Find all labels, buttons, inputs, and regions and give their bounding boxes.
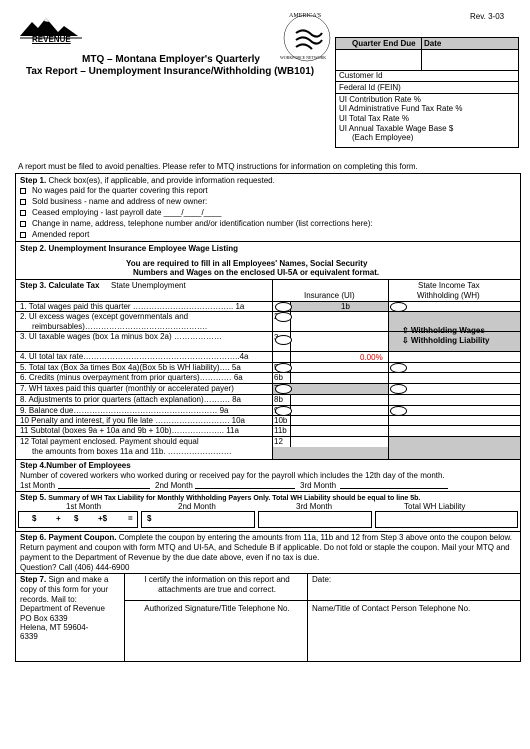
- step3-heading: Step 3. Calculate Tax: [20, 281, 100, 290]
- form-title-line1: MTQ – Montana Employer's Quarterly: [82, 54, 260, 65]
- step3-row: [20, 312, 272, 332]
- step5-op-plus2: +$: [98, 514, 108, 523]
- step1-heading: Step 1. Check box(es), if applicable, and provide information requested.: [20, 176, 275, 185]
- step4-month2-field[interactable]: [195, 480, 295, 489]
- step3-row-label: 9. Balance due……………………………………………… 9a: [20, 406, 229, 415]
- step3-row: [20, 373, 272, 383]
- step4-text: Number of covered workers who worked during or received pay for the payroll which includes the 12th day of the month.: [20, 471, 445, 480]
- certify-text: I certify the information on this report and attachments are true and correct.: [144, 575, 290, 594]
- quarter-end-label: Quarter End Due: [352, 39, 416, 48]
- step3-row: [20, 352, 272, 362]
- step5-op-dollar3: $: [147, 514, 152, 523]
- logo-small-text: Montana Department of: [34, 31, 71, 35]
- step5-op-dollar2: $: [74, 514, 79, 523]
- ui-amount-field[interactable]: [275, 406, 292, 416]
- step3-row-label: 8. Adjustments to prior quarters (attach explanation)………. 8a: [20, 395, 241, 404]
- signature-field[interactable]: Authorized Signature/Title Telephone No.: [144, 604, 290, 613]
- revenue-logo: [18, 14, 84, 44]
- checkbox[interactable]: [20, 210, 26, 216]
- step5-month1: 1st Month: [66, 502, 102, 511]
- seal-side-text: WORKFORCE NETWORK: [280, 55, 327, 60]
- seal-top-text: AMERICA'S: [289, 13, 322, 19]
- step5-heading: Step 5. Summary of WH Tax Liability for Monthly Withholding Payers Only. Total WH Liability should be equal to line 5b.: [20, 493, 421, 502]
- ui-shaded-cell: [291, 302, 388, 311]
- step3-box-code: 8b: [274, 395, 283, 404]
- step3-row-label-cont: reimbursables)……………………………………….: [32, 322, 208, 331]
- step5-month3: 3rd Month: [296, 502, 333, 511]
- step3-row-label: 6. Credits (minus overpayment from prior quarters)………… 6a: [20, 373, 243, 382]
- step3-row-label: 1. Total wages paid this quarter ……………………………….. 1a: [20, 302, 245, 311]
- step7-text: Step 7. Sign and make a copy of this form for your records. Mail to:: [20, 575, 109, 604]
- step3-row-label: 5. Total tax (Box 3a times Box 4a)(Box 5b is WH liability)…. 5a: [20, 363, 241, 372]
- ui-amount-field[interactable]: [275, 312, 292, 322]
- step3-box-code: 1b: [341, 302, 350, 311]
- col-ui-top: State Unemployment: [111, 281, 186, 290]
- step4-month2[interactable]: 2nd Month: [155, 481, 193, 490]
- step5-total: Total WH Liability: [404, 502, 466, 511]
- step3-row-label-cont: the amounts from boxes 11a and 11b. ……………………: [32, 447, 232, 456]
- step3-row-label: 3. UI taxable wages (box 1a minus box 2a) ………………: [20, 332, 222, 341]
- step5-month2-box[interactable]: [141, 511, 255, 528]
- step3-row-label: 4. UI total tax rate…………………………………………………..4a: [20, 352, 249, 361]
- checkbox[interactable]: [20, 232, 26, 238]
- step3-box-code: 12: [274, 437, 283, 446]
- form-title-line2: Tax Report – Unemployment Insurance/Withholding (WB101): [26, 66, 315, 77]
- revision-label: Rev. 3-03: [470, 12, 505, 21]
- col-wh-label: Withholding (WH): [417, 291, 480, 300]
- wh-amount-field[interactable]: [390, 384, 407, 394]
- wh-amount-field[interactable]: [390, 363, 407, 373]
- step2-line1: You are required to fill in all Employees' Names, Social Security: [126, 259, 368, 268]
- step1-option-sold[interactable]: Sold business - name and address of new owner:: [20, 197, 207, 207]
- date-field[interactable]: Date:: [312, 575, 332, 584]
- step3-row: [20, 395, 272, 405]
- checkbox[interactable]: [20, 221, 26, 227]
- ui-amount-field[interactable]: [275, 335, 292, 345]
- due-date-label: Date: [424, 39, 442, 48]
- ui-amount-field[interactable]: [275, 384, 292, 394]
- contact-person-field[interactable]: Name/Title of Contact Person Telephone No.: [312, 604, 471, 613]
- wh-amount-field[interactable]: [390, 302, 407, 312]
- ui-amount-field[interactable]: [275, 363, 292, 373]
- ui-total-rate: UI Total Tax Rate %: [339, 114, 409, 123]
- step4-month1[interactable]: 1st Month: [20, 481, 56, 490]
- step1-option-ceased[interactable]: Ceased employing - last payroll date ____/____/____: [20, 208, 221, 218]
- step5-month2: 2nd Month: [178, 502, 216, 511]
- step4-month3[interactable]: 3rd Month: [300, 481, 337, 490]
- step3-row-label: 7. WH taxes paid this quarter (monthly or accelerated payer): [20, 384, 234, 393]
- fein-field[interactable]: Federal Id (FEIN): [339, 83, 401, 92]
- step4-month3-field[interactable]: [340, 480, 448, 489]
- ui-amount-field[interactable]: [275, 302, 292, 312]
- ui-wage-base: UI Annual Taxable Wage Base $: [339, 124, 454, 133]
- step3-row-label: 2. UI excess wages (except governmentals and: [20, 312, 189, 321]
- step3-row: [20, 332, 272, 342]
- step7-address-2: PO Box 6339: [20, 614, 68, 623]
- step3-box-code: 6b: [274, 373, 283, 382]
- step3-row: [20, 384, 272, 394]
- step5-op-equals: =: [128, 514, 133, 523]
- step3-box-code: 11b: [274, 426, 287, 435]
- step3-row: [20, 426, 272, 436]
- workforce-seal: [282, 13, 332, 63]
- step4-month1-field[interactable]: [58, 480, 150, 489]
- step4-heading: Step 4.Number of Employees: [20, 461, 131, 470]
- col-wh-top: State Income Tax: [418, 281, 480, 290]
- step5-op-dollar1: $: [32, 514, 37, 523]
- step3-row-label: 11 Subtotal (boxes 9a + 10a and 9b + 10b)……………….. 11a: [20, 426, 239, 435]
- step1-option-change[interactable]: Change in name, address, telephone number and/or identification number (list corrections here):: [20, 219, 373, 229]
- step3-row: [20, 437, 272, 457]
- ui-wage-base-each: (Each Employee): [352, 133, 414, 142]
- step7-address-3: Helena, MT 59604-: [20, 623, 89, 632]
- step6-block: Step 6. Payment Coupon. Complete the coupon by entering the amounts from 11a, 11b and 12 from Step 3 above onto the coupon below. Return payment and coupon with form MTQ and UI-5A, and Schedule B if applicable. Do not fold or staple the coupon. Mail your MTQ and payment to the Department of Revenue by the due date above, even if no tax is due.: [20, 533, 513, 562]
- step7-address-1: Department of Revenue: [20, 604, 105, 613]
- step3-box-code: 10b: [274, 416, 288, 425]
- ui-shaded-row12: [273, 447, 388, 459]
- step5-month3-box[interactable]: [258, 511, 372, 528]
- step5-total-box[interactable]: [375, 511, 518, 528]
- customer-id-field[interactable]: Customer Id: [339, 71, 383, 80]
- ui-rate-value: 0.00%: [360, 353, 383, 362]
- wh-amount-field[interactable]: [390, 406, 407, 416]
- checkbox[interactable]: [20, 188, 26, 194]
- withholding-liability-label: ⇩ Withholding Liability: [402, 336, 490, 345]
- step6-question: Question? Call (406) 444-6900: [20, 563, 130, 572]
- logo-big-text: REVENUE: [32, 35, 71, 44]
- step2-heading: Step 2. Unemployment Insurance Employee Wage Listing: [20, 244, 238, 253]
- step2-line2: Numbers and Wages on the enclosed UI-5A or equivalent format.: [133, 268, 380, 277]
- step5-op-plus1: +: [56, 514, 61, 523]
- step7-address-4: 6339: [20, 632, 38, 641]
- checkbox[interactable]: [20, 199, 26, 205]
- ui-admin-rate: UI Administrative Fund Tax Rate %: [339, 104, 463, 113]
- wh-shaded-row12: [389, 436, 520, 459]
- col-ui-label: Insurance (UI): [304, 291, 355, 300]
- step3-row-label: 12 Total payment enclosed. Payment should equal: [20, 437, 199, 446]
- step3-row-label: 10 Penalty and interest, if you file late ………………………. 10a: [20, 416, 245, 425]
- step1-option-no-wages[interactable]: No wages paid for the quarter covering this report: [20, 186, 208, 196]
- step1-option-amended[interactable]: Amended report: [20, 230, 89, 240]
- ui-contribution-rate: UI Contribution Rate %: [339, 95, 421, 104]
- withholding-wages-label: ⇧ Withholding Wages: [402, 326, 485, 335]
- penalty-note: A report must be filed to avoid penalties. Please refer to MTQ instructions for information on completing this form.: [18, 162, 418, 171]
